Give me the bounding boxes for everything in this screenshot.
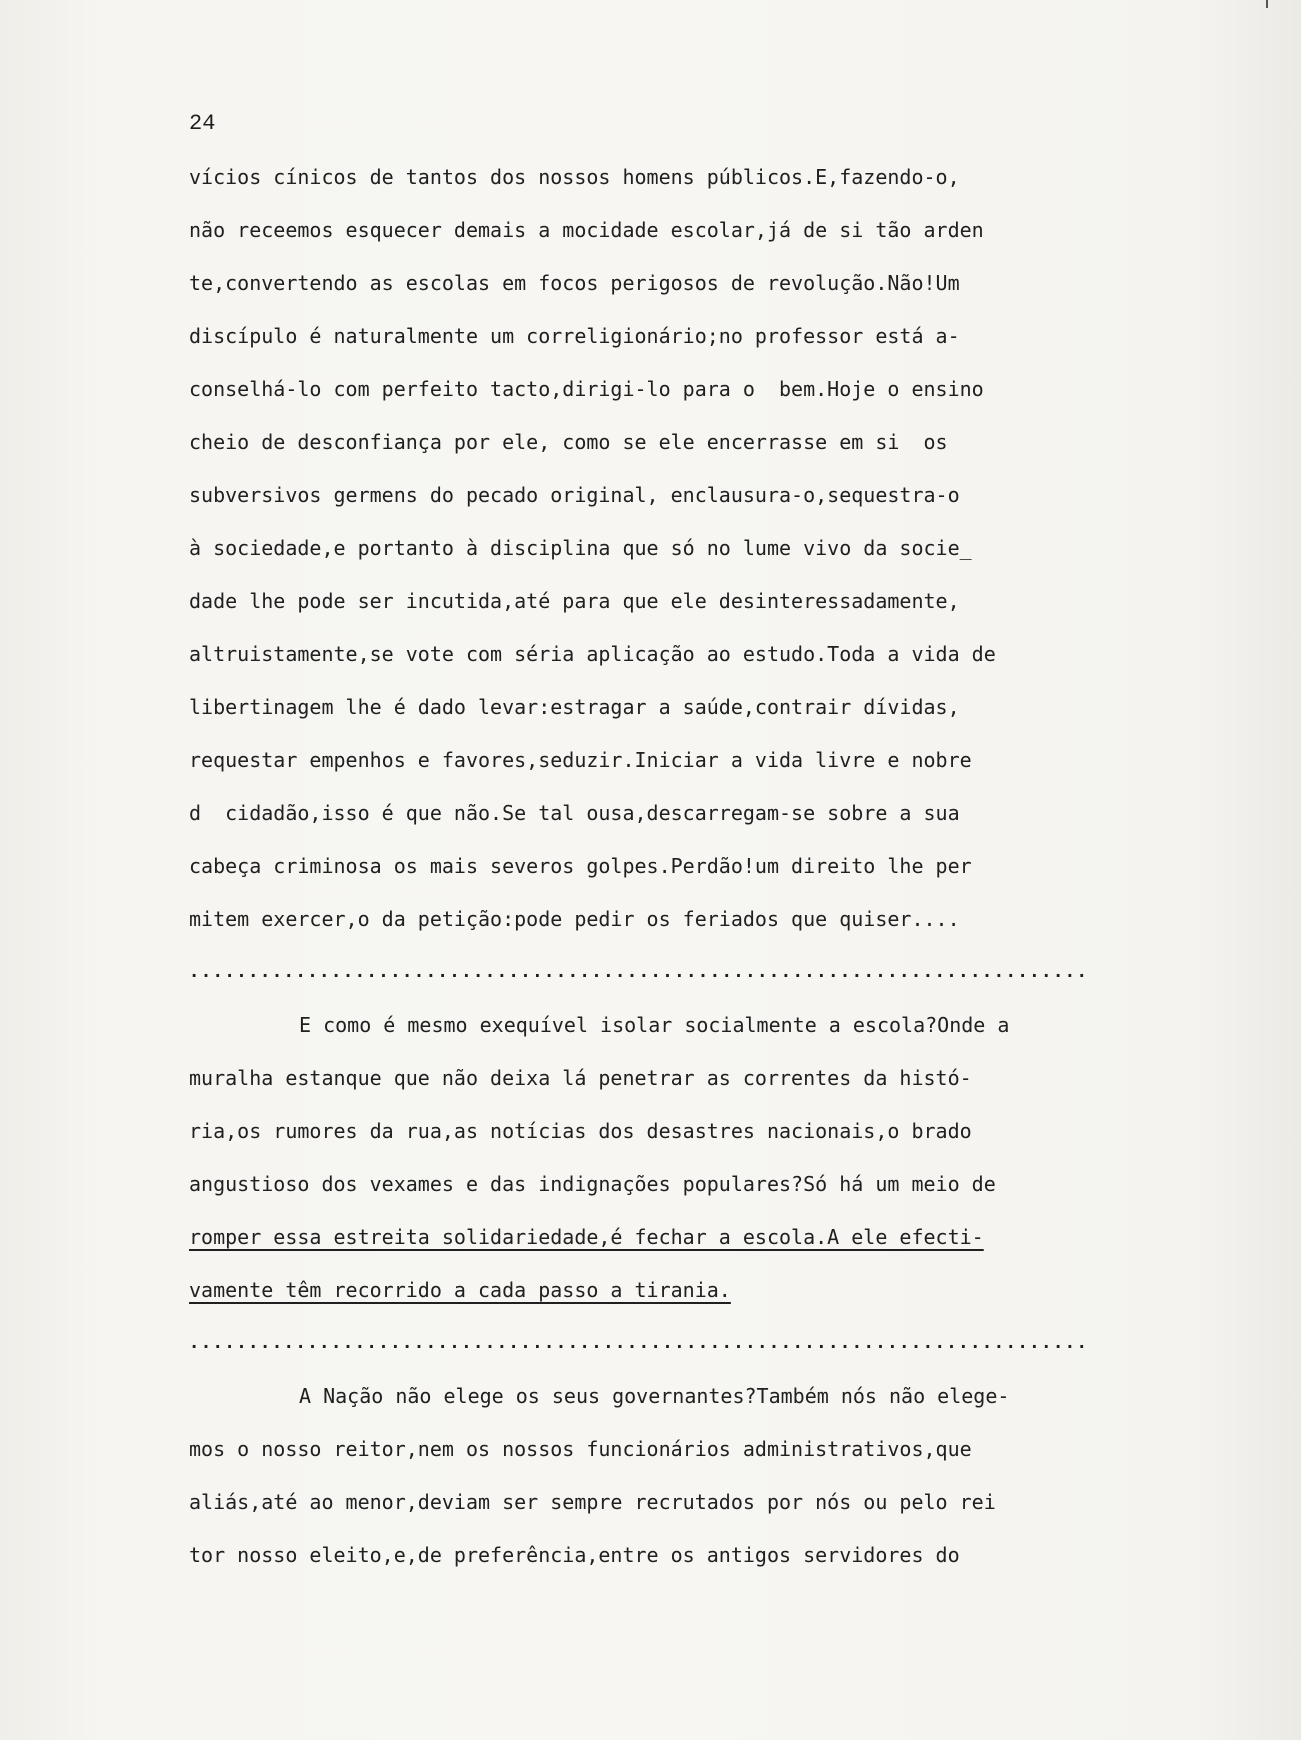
text-line: libertinagem lhe é dado levar:estragar a saúde,contrair dívidas, (189, 695, 960, 719)
text-line: não receemos esquecer demais a mocidade escolar,já de si tão arden (189, 218, 984, 242)
text-line: altruistamente,se vote com séria aplicação ao estudo.Toda a vida de (189, 642, 996, 666)
dotted-separator: ............................................................................ (189, 1333, 1089, 1353)
text-line: à sociedade,e portanto à disciplina que só no lume vivo da socie_ (189, 536, 972, 560)
text-line: discípulo é naturalmente um correligionário;no professor está a- (189, 324, 960, 348)
text-line: cabeça criminosa os mais severos golpes.Perdão!um direito lhe per (189, 854, 972, 878)
text-line: aliás,até ao menor,deviam ser sempre recrutados por nós ou pelo rei (189, 1490, 996, 1514)
text-line: d cidadão,isso é que não.Se tal ousa,descarregam-se sobre a sua (189, 801, 960, 825)
text-line: A Nação não elege os seus governantes?Também nós não elege- (299, 1384, 1010, 1408)
text-line: te,convertendo as escolas em focos perigosos de revolução.Não!Um (189, 271, 960, 295)
margin-mark (1266, 0, 1268, 8)
text-line: vícios cínicos de tantos dos nossos homens públicos.E,fazendo-o, (189, 165, 960, 189)
typewritten-body (189, 162, 1249, 1593)
text-line: tor nosso eleito,e,de preferência,entre os antigos servidores do (189, 1543, 960, 1567)
text-line: angustioso dos vexames e das indignações populares?Só há um meio de (189, 1172, 996, 1196)
text-line: ria,os rumores da rua,as notícias dos desastres nacionais,o brado (189, 1119, 972, 1143)
text-line-underlined: romper essa estreita solidariedade,é fechar a escola.A ele efecti- (189, 1225, 984, 1249)
text-line: muralha estanque que não deixa lá penetrar as correntes da histó- (189, 1066, 972, 1090)
text-line: E como é mesmo exequível isolar socialmente a escola?Onde a (299, 1013, 1010, 1037)
dotted-separator: ............................................................................ (189, 962, 1089, 982)
text-line: subversivos germens do pecado original, enclausura-o,sequestra-o (189, 483, 960, 507)
text-line: dade lhe pode ser incutida,até para que ele desinteressadamente, (189, 589, 960, 613)
text-line-underlined: vamente têm recorrido a cada passo a tirania. (189, 1278, 731, 1302)
text-line: conselhá-lo com perfeito tacto,dirigi-lo para o bem.Hoje o ensino (189, 377, 984, 401)
text-line: cheio de desconfiança por ele, como se ele encerrasse em si os (189, 430, 948, 454)
text-line: mos o nosso reitor,nem os nossos funcionários administrativos,que (189, 1437, 972, 1461)
page-number: 24 (189, 111, 216, 136)
text-line: mitem exercer,o da petição:pode pedir os feriados que quiser.... (189, 907, 960, 931)
text-line: requestar empenhos e favores,seduzir.Iniciar a vida livre e nobre (189, 748, 972, 772)
